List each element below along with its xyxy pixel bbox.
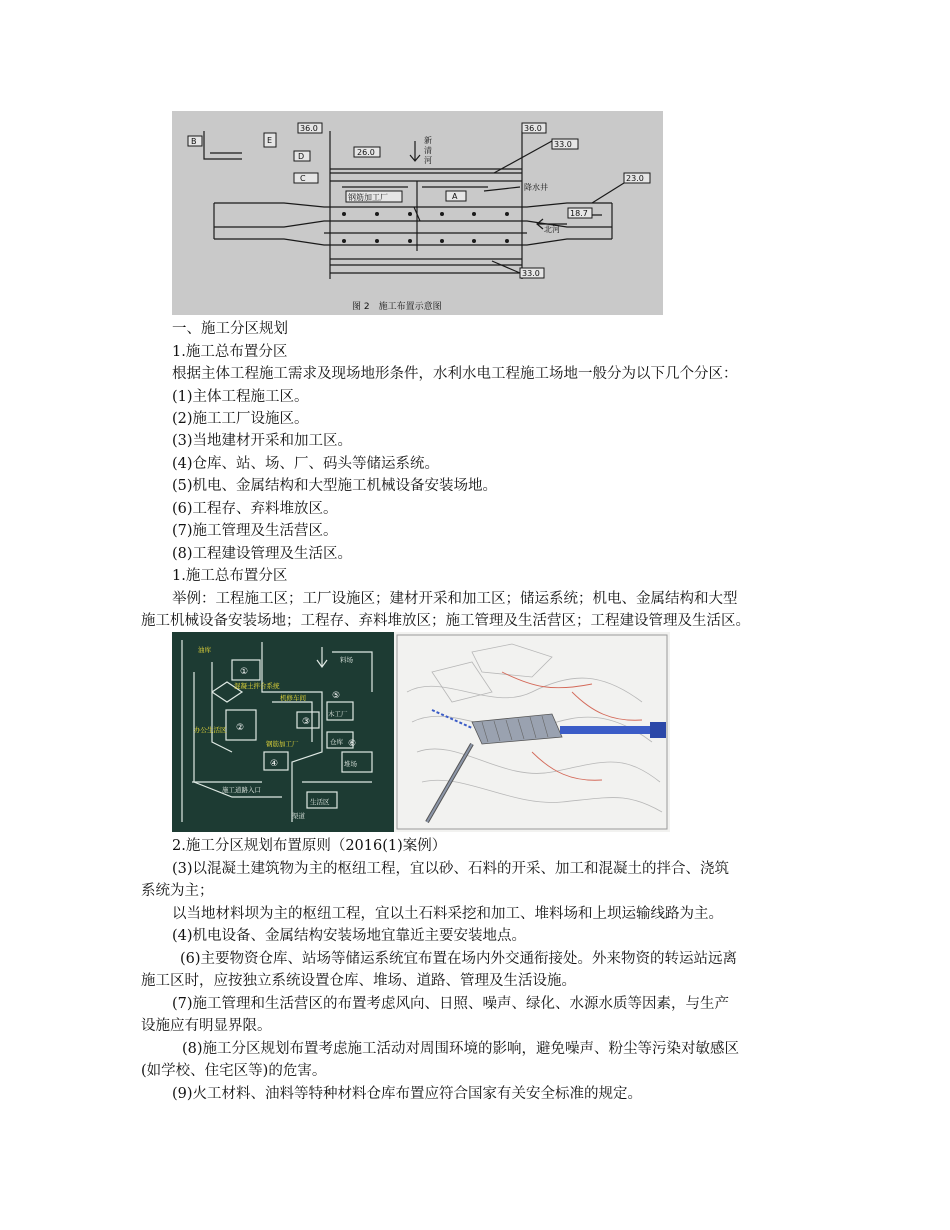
principle-4: (4)机电设备、金属结构安装场地宜靠近主要安装地点。 <box>172 928 527 944</box>
principle-7-line-2: 设施应有明显界限。 <box>141 1018 272 1034</box>
plan-label-carpentry: 木工厂 <box>328 710 348 718</box>
plan-number-4: ④ <box>270 759 279 769</box>
plan-number-3: ③ <box>302 717 311 727</box>
plan-label-oil-depot: 油库 <box>198 646 211 654</box>
figure1-caption: 图 2 施工布置示意图 <box>352 302 442 312</box>
principle-7-line-1: (7)施工管理和生活营区的布置考虑风向、日照、噪声、绿化、水源水质等因素，与生产 <box>172 996 730 1012</box>
plan-label-channel: 渠道 <box>292 812 305 820</box>
section1-heading: 一、施工分区规划 <box>172 321 288 337</box>
principle-3-line-1: (3)以混凝土建筑物为主的枢纽工程，宜以砂、石料的开采、加工和混凝土的拌合、浇筑 <box>172 861 730 877</box>
plan-label-rebar-shop: 钢筋加工厂 <box>266 740 299 748</box>
principle-6-line-2: 施工区时，应按独立系统设置仓库、堆场、道路、管理及生活设施。 <box>141 973 576 989</box>
plan-label-concrete-plant: 混凝土拌合系统 <box>234 682 280 690</box>
plan-label-yard: 堆场 <box>344 760 357 768</box>
new-river-label-3: 河 <box>424 156 432 165</box>
dewater-well-label: 降水井 <box>524 183 548 192</box>
plan-label-living-area: 生活区 <box>310 798 330 806</box>
plan-label-road-entry: 施工道路入口 <box>222 786 261 794</box>
rebar-shop-label: 钢筋加工厂 <box>348 193 388 202</box>
zone-d-label: D <box>298 152 305 161</box>
elev-33-bottom: 33.0 <box>522 269 540 278</box>
principle-3b: 以当地材料坝为主的枢纽工程，宜以土石料采挖和加工、堆料场和上坝运输线路为主。 <box>172 906 723 922</box>
zone-item: (3)当地建材开采和加工区。 <box>172 433 353 449</box>
section1-subheading-repeat: 1.施工总布置分区 <box>172 568 288 584</box>
principle-6-line-1: (6)主要物资仓库、站场等储运系统宜布置在场内外交通衔接处。外来物资的转运站远离 <box>180 951 738 967</box>
site-plan-figure <box>172 632 670 832</box>
plan-number-5: ⑤ <box>332 691 341 701</box>
elev-23: 23.0 <box>626 174 644 183</box>
zone-a-label: A <box>452 192 458 201</box>
section2-subheading: 2.施工分区规划布置原则（2016(1)案例） <box>172 838 447 854</box>
zone-b-label: B <box>191 137 197 146</box>
principle-3-line-2: 系统为主； <box>141 883 214 899</box>
example-line-2: 施工机械设备安装场地；工程存、弃料堆放区；施工管理及生活营区；工程建设管理及生活区。 <box>141 613 750 629</box>
elev-18-7: 18.7 <box>570 209 588 218</box>
principle-8-line-1: (8)施工分区规划布置考虑施工活动对周围环境的影响，避免噪声、粉尘等污染对敏感区 <box>182 1041 740 1057</box>
zone-item: (1)主体工程施工区。 <box>172 389 309 405</box>
plan-label-warehouse: 仓库 <box>330 738 343 746</box>
example-line-1: 举例：工程施工区；工厂设施区；建材开采和加工区；储运系统；机电、金属结构和大型 <box>172 591 738 607</box>
principle-9: (9)火工材料、油料等特种材料仓库布置应符合国家有关安全标准的规定。 <box>172 1086 643 1102</box>
zone-c-label: C <box>300 174 306 183</box>
plan-label-repair-shop: 机修车间 <box>280 694 306 702</box>
zone-e-label: E <box>267 136 273 145</box>
section1-subheading: 1.施工总布置分区 <box>172 344 288 360</box>
new-river-label-2: 清 <box>424 146 432 155</box>
zone-item: (6)工程存、弃料堆放区。 <box>172 501 338 517</box>
zone-item: (2)施工工厂设施区。 <box>172 411 309 427</box>
plan-number-6: ⑥ <box>348 739 357 749</box>
principle-8-line-2: (如学校、住宅区等)的危害。 <box>141 1063 327 1079</box>
plan-label-material-yard: 料场 <box>340 656 353 664</box>
plan-label-office-area: 办公生活区 <box>194 726 227 734</box>
section1-intro: 根据主体工程施工需求及现场地形条件，水利水电工程施工场地一般分为以下几个分区： <box>172 366 738 382</box>
plan-number-1: ① <box>240 667 249 677</box>
elev-36-right: 36.0 <box>524 124 542 133</box>
zone-item: (7)施工管理及生活营区。 <box>172 523 338 539</box>
new-river-label-1: 新 <box>424 136 432 145</box>
zone-item: (4)仓库、站、场、厂、码头等储运系统。 <box>172 456 440 472</box>
elev-36-left: 36.0 <box>300 124 318 133</box>
construction-layout-figure <box>172 111 663 315</box>
zone-item: (8)工程建设管理及生活区。 <box>172 546 353 562</box>
elev-26: 26.0 <box>357 148 375 157</box>
zone-item: (5)机电、金属结构和大型施工机械设备安装场地。 <box>172 478 498 494</box>
elev-33-top: 33.0 <box>554 140 572 149</box>
north-river-label: 北河 <box>544 225 560 234</box>
plan-number-2: ② <box>236 723 245 733</box>
